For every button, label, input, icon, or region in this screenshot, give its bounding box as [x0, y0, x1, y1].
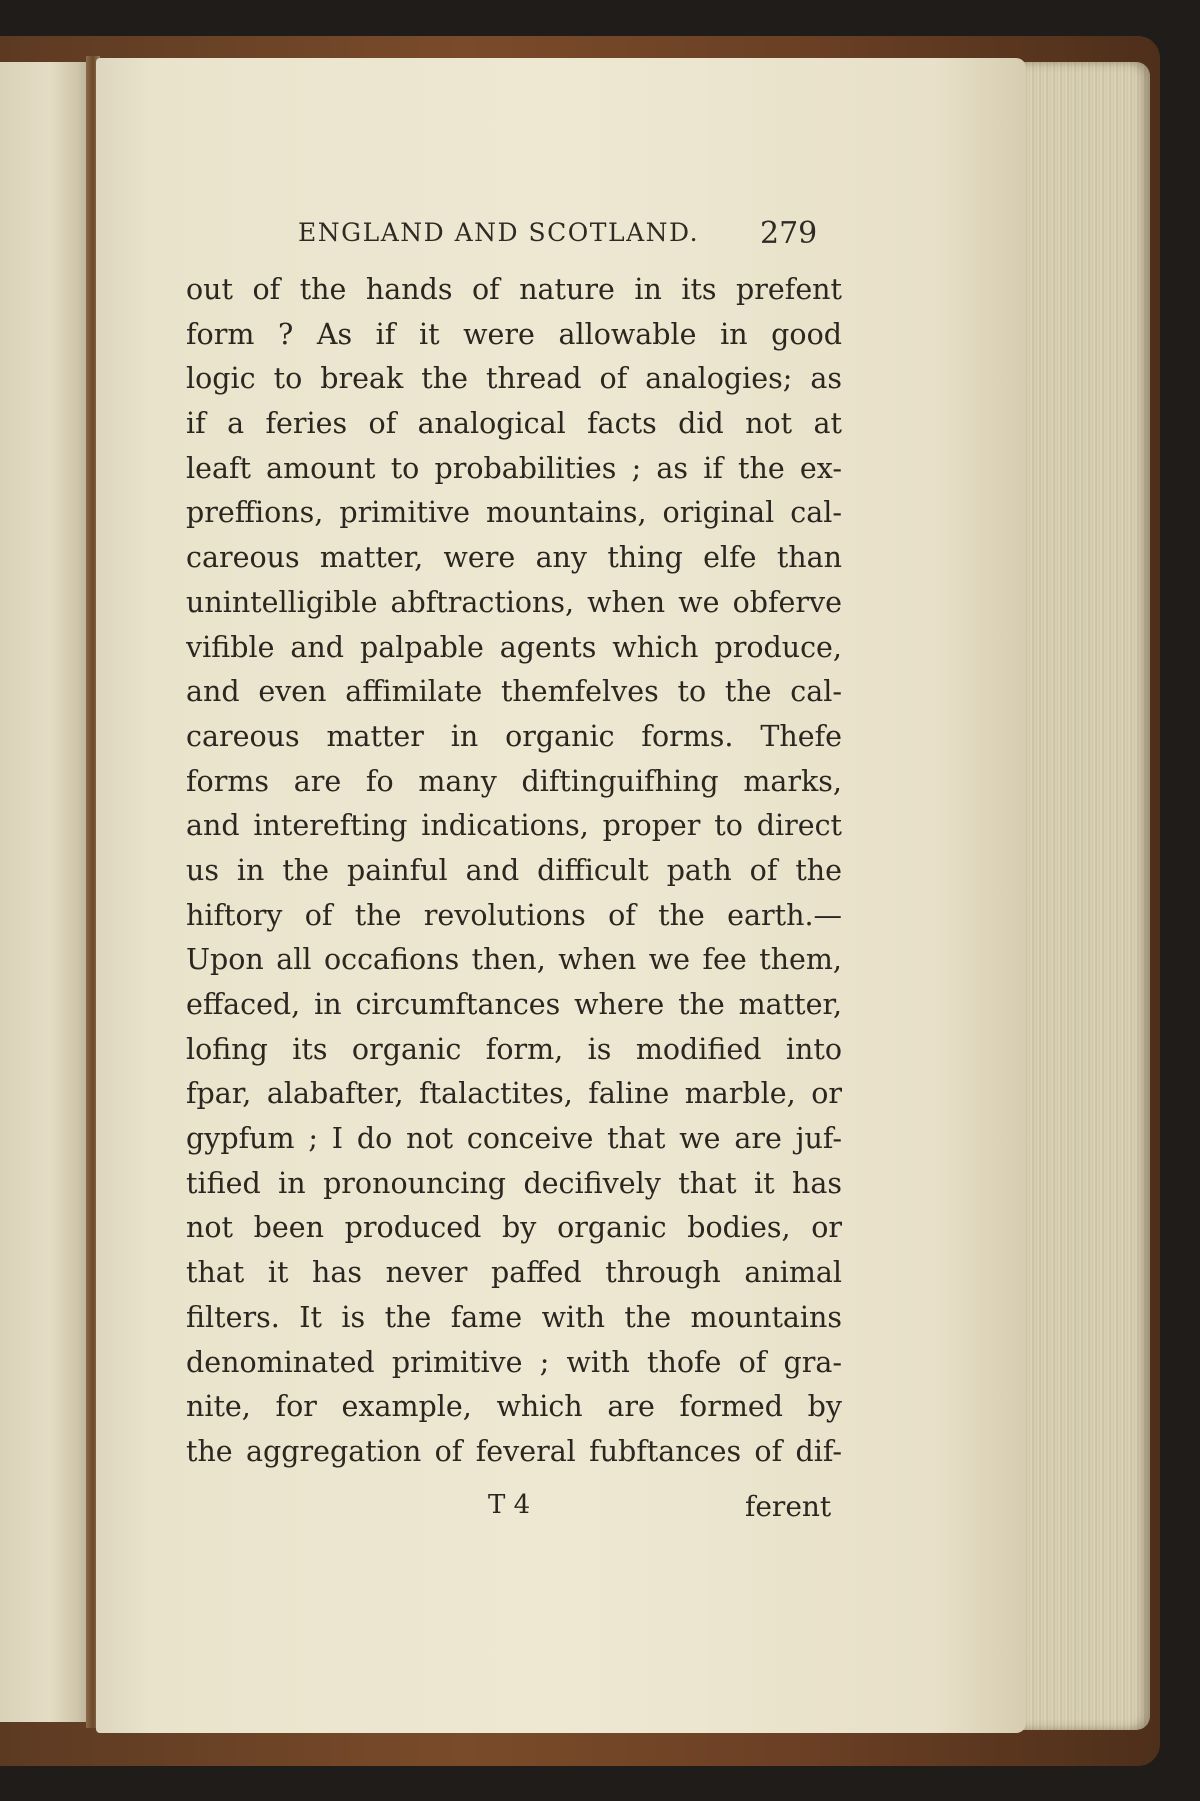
- page-number: 279: [760, 216, 818, 251]
- text-line: preffions, primitive mountains, original cal-: [186, 496, 842, 530]
- text-line: vifible and palpable agents which produce,: [186, 630, 842, 664]
- text-line: careous matter in organic forms. Thefe: [186, 719, 842, 753]
- text-line: if a feries of analogical facts did not at: [186, 407, 842, 441]
- page-footer: [0, 1490, 1200, 1530]
- text-line: effaced, in circumftances where the matter,: [186, 988, 842, 1021]
- text-line: forms are fo many diftinguifhing marks,: [186, 764, 842, 798]
- text-line: not been produced by organic bodies, or: [186, 1211, 842, 1245]
- text-line: leaft amount to probabilities ; as if the ex-: [186, 451, 842, 485]
- running-head: [0, 218, 1200, 258]
- text-line: careous matter, were any thing elfe than: [186, 541, 842, 575]
- left-page-edge: [0, 62, 90, 1722]
- text-line: Upon all occafions then, when we fee them,: [186, 943, 842, 977]
- text-line: lofing its organic form, is modified into: [186, 1032, 842, 1066]
- text-line: the aggregation of feveral fubftances of dif-: [186, 1434, 842, 1468]
- text-line: denominated primitive ; with thofe of gra-: [186, 1345, 842, 1379]
- text-line: unintelligible abftractions, when we obferve: [186, 585, 842, 619]
- text-line: out of the hands of nature in its prefent: [186, 273, 842, 306]
- signature-mark: T 4: [488, 1490, 531, 1520]
- text-line: form ? As if it were allowable in good: [186, 317, 842, 351]
- text-line: nite, for example, which are formed by: [186, 1390, 842, 1424]
- text-line: hiftory of the revolutions of the earth.—: [186, 898, 842, 932]
- running-head-title: ENGLAND AND SCOTLAND.: [298, 218, 700, 247]
- text-line: us in the painful and difficult path of the: [186, 853, 842, 887]
- text-line: and interefting indications, proper to direct: [186, 809, 842, 843]
- text-line: gypfum ; I do not conceive that we are juf-: [186, 1122, 842, 1156]
- text-line: fpar, alabafter, ftalactites, faline marble, or: [186, 1077, 842, 1111]
- text-line: filters. It is the fame with the mountains: [186, 1300, 842, 1334]
- text-line: tified in pronouncing decifively that it has: [186, 1166, 842, 1200]
- text-line: logic to break the thread of analogies; as: [186, 362, 842, 396]
- body-text: [186, 268, 842, 1475]
- text-line: and even affimilate themfelves to the cal-: [186, 675, 842, 709]
- text-line: that it has never paffed through animal: [186, 1256, 842, 1290]
- catchword: ferent: [745, 1490, 832, 1523]
